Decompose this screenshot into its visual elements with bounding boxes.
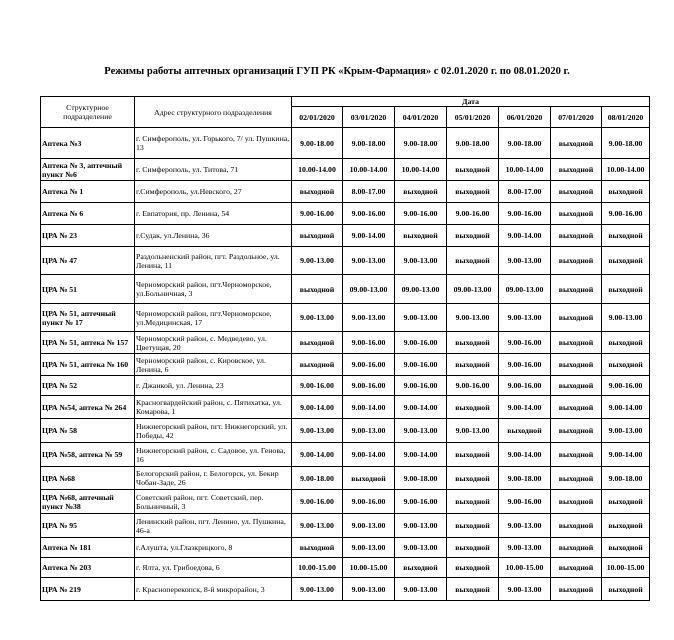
hours-cell: 9.00-13.00 xyxy=(343,578,395,601)
hours-cell: 9.00-18.00 xyxy=(395,467,447,490)
header-date: 05/01/2020 xyxy=(447,107,499,128)
hours-cell: выходной xyxy=(551,225,602,247)
header-unit: Структурное подразделение xyxy=(41,97,135,128)
hours-cell: выходной xyxy=(447,467,499,490)
hours-cell: 9.00-16.00 xyxy=(447,376,499,396)
hours-cell: 9.00-13.00 xyxy=(499,514,551,538)
hours-cell: выходной xyxy=(447,514,499,538)
unit-address: Раздольненский район, пгт. Раздольное, ул. Ленина, 11 xyxy=(135,247,292,275)
hours-cell: 9.00-13.00 xyxy=(343,514,395,538)
hours-cell: выходной xyxy=(551,332,602,354)
hours-cell: 9.00-13.00 xyxy=(602,304,650,332)
unit-name: Аптека № 1 xyxy=(41,181,135,203)
table-row xyxy=(41,304,650,332)
hours-cell: 9.00-16.00 xyxy=(292,203,343,225)
hours-cell: 9.00-16.00 xyxy=(292,376,343,396)
hours-cell: 9.00-14.00 xyxy=(343,443,395,467)
hours-cell: 9.00-16.00 xyxy=(343,490,395,514)
hours-cell: 10.00-15.00 xyxy=(292,558,343,578)
hours-cell: 9.00-13.00 xyxy=(292,419,343,443)
schedule-table xyxy=(40,96,650,601)
hours-cell: 10.00-14.00 xyxy=(499,159,551,181)
unit-address: г.Алушта, ул.Глазкрицкого, 8 xyxy=(135,538,292,558)
hours-cell: выходной xyxy=(447,490,499,514)
hours-cell: 9.00-16.00 xyxy=(499,203,551,225)
unit-address: г. Красноперекопск, 8-й микрорайон, 3 xyxy=(135,578,292,601)
document-title: Режимы работы аптечных организаций ГУП РК «Крым-Фармация» с 02.01.2020 г. по 08.01.2020 г. xyxy=(104,66,570,77)
hours-cell: выходной xyxy=(551,181,602,203)
hours-cell: выходной xyxy=(602,578,650,601)
hours-cell: 9.00-16.00 xyxy=(499,376,551,396)
hours-cell: выходной xyxy=(551,376,602,396)
hours-cell: выходной xyxy=(447,396,499,419)
hours-cell: выходной xyxy=(551,275,602,304)
hours-cell: 9.00-16.00 xyxy=(343,332,395,354)
hours-cell: 10.00-14.00 xyxy=(602,159,650,181)
hours-cell: 9.00-14.00 xyxy=(343,225,395,247)
table-row xyxy=(41,467,650,490)
hours-cell: выходной xyxy=(551,247,602,275)
hours-cell: выходной xyxy=(602,514,650,538)
hours-cell: 9.00-13.00 xyxy=(395,514,447,538)
hours-cell: 9.00-13.00 xyxy=(395,247,447,275)
unit-address: Советский район, пгт. Советский, пер. Больничный, 3 xyxy=(135,490,292,514)
unit-name: ЦРА №54, аптека № 264 xyxy=(41,396,135,419)
table-row xyxy=(41,181,650,203)
hours-cell: выходной xyxy=(551,578,602,601)
hours-cell: 9.00-16.00 xyxy=(602,376,650,396)
hours-cell: 9.00-14.00 xyxy=(292,396,343,419)
hours-cell: выходной xyxy=(292,538,343,558)
hours-cell: выходной xyxy=(447,354,499,376)
hours-cell: 9.00-13.00 xyxy=(499,578,551,601)
hours-cell: 9.00-14.00 xyxy=(395,396,447,419)
hours-cell: 09.00-13.00 xyxy=(395,275,447,304)
hours-cell: выходной xyxy=(447,332,499,354)
hours-cell: 9.00-16.00 xyxy=(343,376,395,396)
unit-address: Черноморский район, пгт.Черноморское, ул.Больничная, 3 xyxy=(135,275,292,304)
hours-cell: выходной xyxy=(602,538,650,558)
unit-name: Аптека №3 xyxy=(41,128,135,159)
hours-cell: 9.00-13.00 xyxy=(343,247,395,275)
hours-cell: 09.00-13.00 xyxy=(499,275,551,304)
hours-cell: 9.00-13.00 xyxy=(343,304,395,332)
unit-name: ЦРА № 23 xyxy=(41,225,135,247)
hours-cell: 9.00-13.00 xyxy=(292,304,343,332)
table-row xyxy=(41,225,650,247)
hours-cell: выходной xyxy=(292,225,343,247)
hours-cell: 9.00-18.00 xyxy=(602,128,650,159)
hours-cell: выходной xyxy=(447,225,499,247)
hours-cell: выходной xyxy=(395,558,447,578)
hours-cell: 9.00-16.00 xyxy=(499,354,551,376)
hours-cell: выходной xyxy=(447,578,499,601)
unit-name: Аптека № 203 xyxy=(41,558,135,578)
hours-cell: выходной xyxy=(551,467,602,490)
hours-cell: выходной xyxy=(602,490,650,514)
hours-cell: 09.00-13.00 xyxy=(447,275,499,304)
hours-cell: 9.00-14.00 xyxy=(499,443,551,467)
hours-cell: 9.00-13.00 xyxy=(447,419,499,443)
unit-name: ЦРА № 51 xyxy=(41,275,135,304)
hours-cell: выходной xyxy=(602,247,650,275)
hours-cell: 9.00-13.00 xyxy=(343,538,395,558)
hours-cell: 9.00-18.00 xyxy=(447,128,499,159)
hours-cell: 9.00-16.00 xyxy=(447,203,499,225)
hours-cell: 9.00-18.00 xyxy=(395,128,447,159)
hours-cell: 9.00-16.00 xyxy=(499,332,551,354)
hours-cell: 9.00-16.00 xyxy=(395,332,447,354)
hours-cell: выходной xyxy=(551,354,602,376)
hours-cell: 9.00-13.00 xyxy=(292,514,343,538)
unit-address: Черноморский район, пгт.Черноморское, ул.Медицинская, 17 xyxy=(135,304,292,332)
unit-address: г.Судак, ул.Ленина, 36 xyxy=(135,225,292,247)
header-date: 03/01/2020 xyxy=(343,107,395,128)
unit-name: ЦРА № 47 xyxy=(41,247,135,275)
hours-cell: выходной xyxy=(447,558,499,578)
hours-cell: 9.00-13.00 xyxy=(395,538,447,558)
unit-name: ЦРА №68, аптечный пункт №38 xyxy=(41,490,135,514)
unit-name: ЦРА № 51, аптечный пункт № 17 xyxy=(41,304,135,332)
table-row xyxy=(41,376,650,396)
hours-cell: 9.00-13.00 xyxy=(447,304,499,332)
hours-cell: выходной xyxy=(551,490,602,514)
hours-cell: 9.00-16.00 xyxy=(499,490,551,514)
hours-cell: выходной xyxy=(447,443,499,467)
table-row xyxy=(41,419,650,443)
hours-cell: 9.00-16.00 xyxy=(343,203,395,225)
unit-address: Черноморский район, с. Кировское, ул. Ленина, 6 xyxy=(135,354,292,376)
hours-cell: 10.00-15.00 xyxy=(499,558,551,578)
hours-cell: 9.00-13.00 xyxy=(602,419,650,443)
hours-cell: 9.00-16.00 xyxy=(395,203,447,225)
unit-address: Красногвардейский район, с. Пятихатка, ул. Комарова, 1 xyxy=(135,396,292,419)
unit-name: Аптека № 6 xyxy=(41,203,135,225)
hours-cell: 9.00-14.00 xyxy=(602,443,650,467)
hours-cell: 9.00-13.00 xyxy=(395,304,447,332)
header-date: 06/01/2020 xyxy=(499,107,551,128)
hours-cell: выходной xyxy=(292,332,343,354)
unit-address: г. Евпатория, пр. Ленина, 54 xyxy=(135,203,292,225)
hours-cell: выходной xyxy=(395,225,447,247)
hours-cell: 9.00-14.00 xyxy=(499,396,551,419)
unit-name: ЦРА №58, аптека № 59 xyxy=(41,443,135,467)
hours-cell: выходной xyxy=(551,128,602,159)
hours-cell: 9.00-14.00 xyxy=(602,396,650,419)
hours-cell: выходной xyxy=(551,443,602,467)
hours-cell: выходной xyxy=(551,304,602,332)
unit-name: ЦРА № 51, аптека № 160 xyxy=(41,354,135,376)
hours-cell: 9.00-16.00 xyxy=(343,354,395,376)
hours-cell: 9.00-14.00 xyxy=(395,443,447,467)
unit-address: г.Симферополь, ул.Невского, 27 xyxy=(135,181,292,203)
unit-address: Ленинский район, пгт. Ленино, ул. Пушкина, 46-а xyxy=(135,514,292,538)
table-row xyxy=(41,443,650,467)
hours-cell: выходной xyxy=(447,538,499,558)
hours-cell: 9.00-14.00 xyxy=(343,396,395,419)
hours-cell: выходной xyxy=(292,181,343,203)
hours-cell: 9.00-14.00 xyxy=(499,225,551,247)
hours-cell: 9.00-13.00 xyxy=(292,578,343,601)
hours-cell: 9.00-14.00 xyxy=(292,443,343,467)
hours-cell: 9.00-13.00 xyxy=(499,247,551,275)
table-row xyxy=(41,558,650,578)
hours-cell: выходной xyxy=(602,275,650,304)
header-date: 07/01/2020 xyxy=(551,107,602,128)
hours-cell: 9.00-13.00 xyxy=(395,578,447,601)
unit-name: ЦРА № 219 xyxy=(41,578,135,601)
hours-cell: 9.00-16.00 xyxy=(395,490,447,514)
table-row xyxy=(41,128,650,159)
hours-cell: выходной xyxy=(551,396,602,419)
hours-cell: выходной xyxy=(292,275,343,304)
hours-cell: 9.00-18.00 xyxy=(602,467,650,490)
table-row xyxy=(41,354,650,376)
hours-cell: 10.00-14.00 xyxy=(395,159,447,181)
hours-cell: 9.00-13.00 xyxy=(395,419,447,443)
unit-name: Аптека № 3, аптечный пункт №6 xyxy=(41,159,135,181)
table-row xyxy=(41,275,650,304)
hours-cell: выходной xyxy=(499,419,551,443)
hours-cell: выходной xyxy=(551,514,602,538)
unit-address: Белогорский район, г. Белогорск, ул. Бекир Чобан-Заде, 26 xyxy=(135,467,292,490)
table-row xyxy=(41,203,650,225)
hours-cell: 9.00-13.00 xyxy=(292,247,343,275)
hours-cell: 8.00-17.00 xyxy=(499,181,551,203)
table-row xyxy=(41,490,650,514)
hours-cell: 9.00-13.00 xyxy=(343,419,395,443)
unit-name: Аптека № 181 xyxy=(41,538,135,558)
header-date: 08/01/2020 xyxy=(602,107,650,128)
header-date: 02/01/2020 xyxy=(292,107,343,128)
hours-cell: 9.00-16.00 xyxy=(395,376,447,396)
hours-cell: выходной xyxy=(602,332,650,354)
hours-cell: выходной xyxy=(602,225,650,247)
hours-cell: 9.00-16.00 xyxy=(292,490,343,514)
unit-address: г. Симферополь, ул. Титова, 71 xyxy=(135,159,292,181)
hours-cell: 9.00-16.00 xyxy=(602,203,650,225)
unit-address: г. Ялта, ул. Грибоедова, 6 xyxy=(135,558,292,578)
hours-cell: выходной xyxy=(602,354,650,376)
hours-cell: 9.00-13.00 xyxy=(499,304,551,332)
table-row xyxy=(41,247,650,275)
table-row xyxy=(41,396,650,419)
hours-cell: 10.00-14.00 xyxy=(343,159,395,181)
unit-address: Черноморский район, с. Медведево, ул. Цветущая, 20 xyxy=(135,332,292,354)
unit-name: ЦРА № 52 xyxy=(41,376,135,396)
unit-name: ЦРА № 51, аптека № 157 xyxy=(41,332,135,354)
hours-cell: 09.00-13.00 xyxy=(343,275,395,304)
table-row xyxy=(41,514,650,538)
hours-cell: выходной xyxy=(551,419,602,443)
hours-cell: 10.00-15.00 xyxy=(602,558,650,578)
hours-cell: выходной xyxy=(447,181,499,203)
header-date-group: Дата xyxy=(292,97,650,107)
hours-cell: 10.00-14.00 xyxy=(292,159,343,181)
hours-cell: 10.00-15.00 xyxy=(343,558,395,578)
hours-cell: 9.00-13.00 xyxy=(499,538,551,558)
unit-address: Нижнегорский район, пгт. Нижнегорский, ул. Победы, 42 xyxy=(135,419,292,443)
header-address: Адрес структурного подразделения xyxy=(135,97,292,128)
unit-name: ЦРА № 95 xyxy=(41,514,135,538)
hours-cell: выходной xyxy=(551,203,602,225)
hours-cell: выходной xyxy=(447,159,499,181)
table-row xyxy=(41,159,650,181)
hours-cell: 9.00-16.00 xyxy=(395,354,447,376)
hours-cell: выходной xyxy=(292,354,343,376)
hours-cell: выходной xyxy=(343,467,395,490)
unit-name: ЦРА №68 xyxy=(41,467,135,490)
hours-cell: 9.00-18.00 xyxy=(343,128,395,159)
table-row xyxy=(41,332,650,354)
table-row xyxy=(41,578,650,601)
table-row xyxy=(41,538,650,558)
hours-cell: выходной xyxy=(551,159,602,181)
hours-cell: выходной xyxy=(447,247,499,275)
hours-cell: выходной xyxy=(602,181,650,203)
hours-cell: 8.00-17.00 xyxy=(343,181,395,203)
hours-cell: 9.00-18.00 xyxy=(292,128,343,159)
hours-cell: выходной xyxy=(395,181,447,203)
hours-cell: 9.00-18.00 xyxy=(499,128,551,159)
hours-cell: выходной xyxy=(551,538,602,558)
unit-address: г. Симферополь, ул. Горького, 7/ ул. Пушкина, 13 xyxy=(135,128,292,159)
header-date: 04/01/2020 xyxy=(395,107,447,128)
hours-cell: 9.00-18.00 xyxy=(499,467,551,490)
unit-address: Нижнегорский район, с. Садовое, ул. Генова, 16 xyxy=(135,443,292,467)
hours-cell: 9.00-18.00 xyxy=(292,467,343,490)
hours-cell: выходной xyxy=(551,558,602,578)
unit-name: ЦРА № 58 xyxy=(41,419,135,443)
unit-address: г. Джанкой, ул. Ленина, 23 xyxy=(135,376,292,396)
